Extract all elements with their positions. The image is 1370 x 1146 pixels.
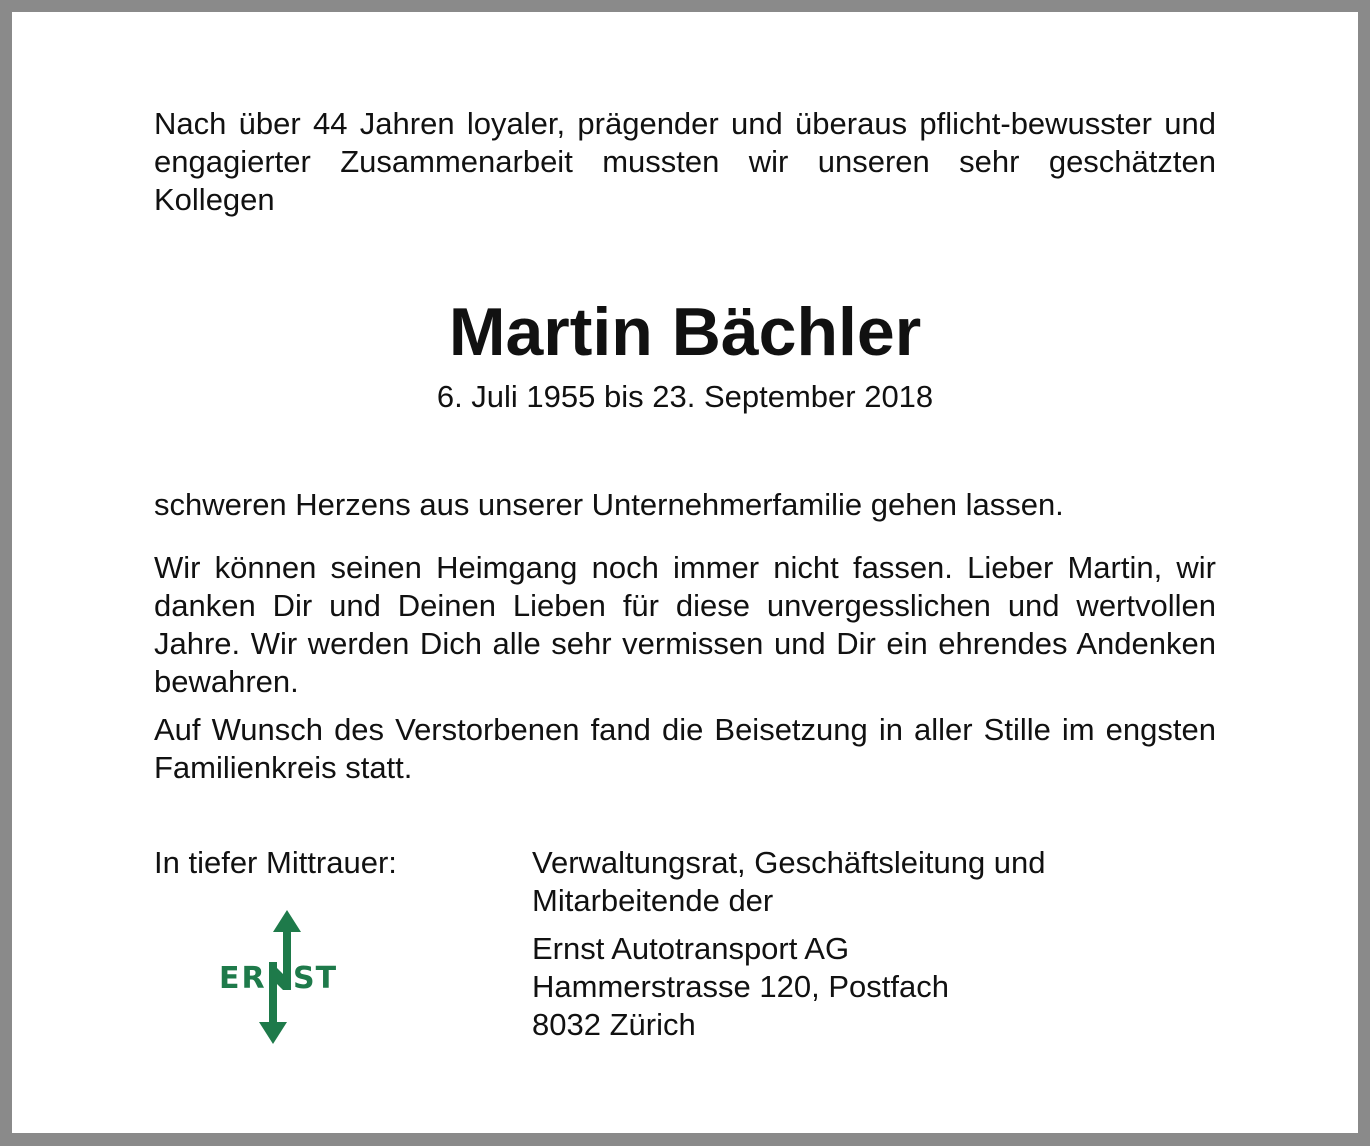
company-address (532, 930, 1232, 1044)
farewell-paragraph: schweren Herzens aus unserer Unternehmerfamilie gehen lassen. (154, 487, 1064, 522)
ernst-logo (217, 910, 347, 1048)
burial-paragraph: Auf Wunsch des Verstorbenen fand die Beisetzung in aller Stille im engsten Familienkreis statt. (154, 712, 1216, 785)
logo-text-right: ST (293, 961, 338, 996)
deceased-name: Martin Bächler (448, 294, 922, 370)
signers-line: Verwaltungsrat, Geschäftsleitung und (532, 845, 1046, 880)
obituary-page (12, 12, 1358, 1133)
mourning-label: In tiefer Mittrauer: (154, 845, 397, 880)
logo-text-left: ER (219, 961, 267, 996)
company-city: 8032 Zürich (532, 1007, 696, 1042)
life-dates: 6. Juli 1955 bis 23. September 2018 (436, 379, 934, 414)
company-name: Ernst Autotransport AG (532, 931, 850, 966)
company-street: Hammerstrasse 120, Postfach (532, 969, 949, 1004)
intro-paragraph: Nach über 44 Jahren loyaler, prägender und überaus pflicht-bewusster und engagierter Zusammenarbeit mussten wir unseren sehr geschätzten Kollegen (154, 106, 1216, 217)
gratitude-paragraph: Wir können seinen Heimgang noch immer nicht fassen. Lieber Martin, wir danken Dir und Deinen Lieben für diese unvergesslichen und wertvollen Jahre. Wir werden Dich alle sehr vermissen und Dir ein ehrendes Andenken bewahren. (154, 550, 1216, 699)
signers-line: Mitarbeitende der (532, 883, 774, 918)
signers (532, 844, 1232, 920)
